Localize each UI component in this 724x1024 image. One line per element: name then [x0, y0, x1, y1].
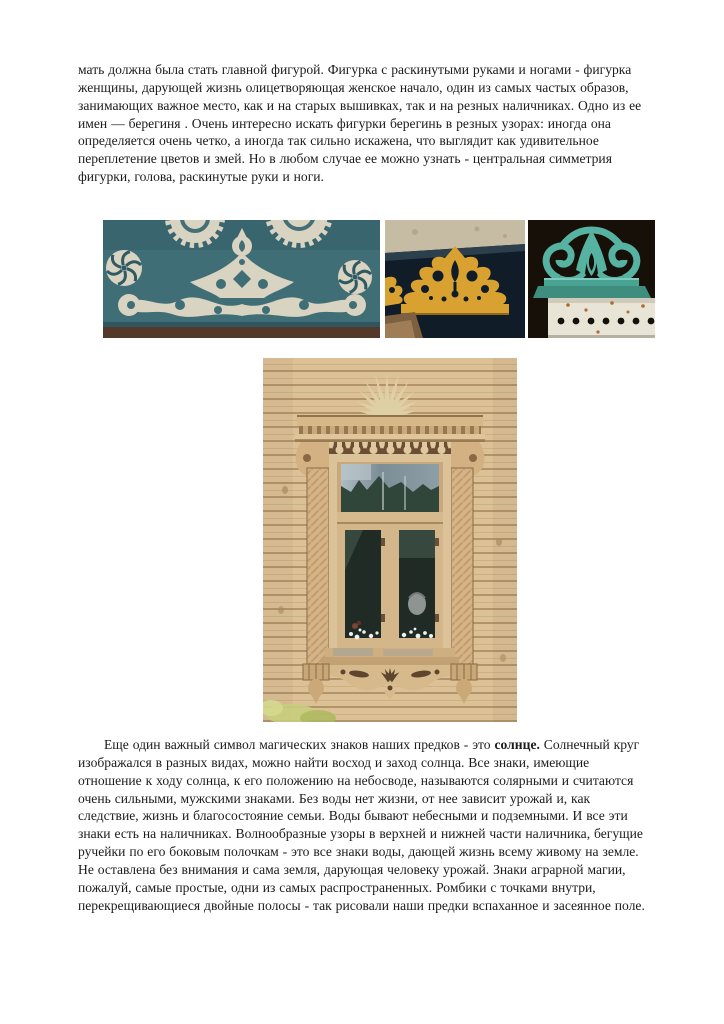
- window-nalichnik-image: [263, 358, 517, 722]
- pinwheel-rosette-icon: [106, 250, 142, 286]
- window-nalichnik-photo: [263, 358, 517, 722]
- paragraph-sun-water-earth: [78, 736, 651, 914]
- carved-ornament-teal-image: [103, 220, 380, 338]
- paragraph-text: Солнечный круг изображался в разных видах, можно найти восход и заход солнца. Все знаки, имеющие отношение к ходу солнца, к его положению на небосводе, называются солярными и считаются очень сильными, мужскими знаками. Без воды нет жизни, от нее зависит урожай и, как следствие, жизнь и благосостояние семьи. Воды бывают небесными и подземными. И все эти знаки есть на наличниках. Волнообразные узоры в верхней и нижней части наличника, бегущие ручейки по его боковым полочкам - это все знаки воды, дающей жизнь всему живому на земле. Не оставлена без внимания и сама земля, дарующая человеку урожай. Знаки аграрной магии, пожалуй, самые простые, одни из самых распространенных. Ромбики с точками внутри, перекрещивающиеся двойные полосы - так рисовали наши предки вспаханное и засеянное поле.: [78, 737, 645, 913]
- yellow-crown-ornament-photo: [385, 220, 525, 338]
- bold-word-sun: солнце.: [494, 737, 540, 752]
- carved-berehynia-ornament-photo: [103, 220, 380, 338]
- pinwheel-rosette-icon: [338, 260, 372, 294]
- dotted-cornice-icon: [548, 298, 655, 338]
- turquoise-scroll-ornament-photo: [528, 220, 655, 338]
- turquoise-finial-image: [528, 220, 655, 338]
- paragraph-berehynia: мать должна была стать главной фигурой. Фигурка с раскинутыми руками и ногами - фигурка женщины, дарующей жизнь олицетворяющая женское начало, один из самых частых образов, занимающих важное место, как и на старых вышивках, так и на резных наличниках. Одно из ее имен — берегиня . Очень интересно искать фигурки берегинь в резных узорах: иногда она определяется очень четко, а иногда так сильно искажена, что выглядит как удивительное переплетение цветов и змей. Но в любом случае ее можно узнать - центральная симметрия фигурки, голова, раскинутые руки и ноги.: [78, 62, 642, 185]
- paragraph-text: Еще один важный символ магических знаков наших предков - это: [104, 737, 495, 752]
- yellow-crown-image: [385, 220, 525, 338]
